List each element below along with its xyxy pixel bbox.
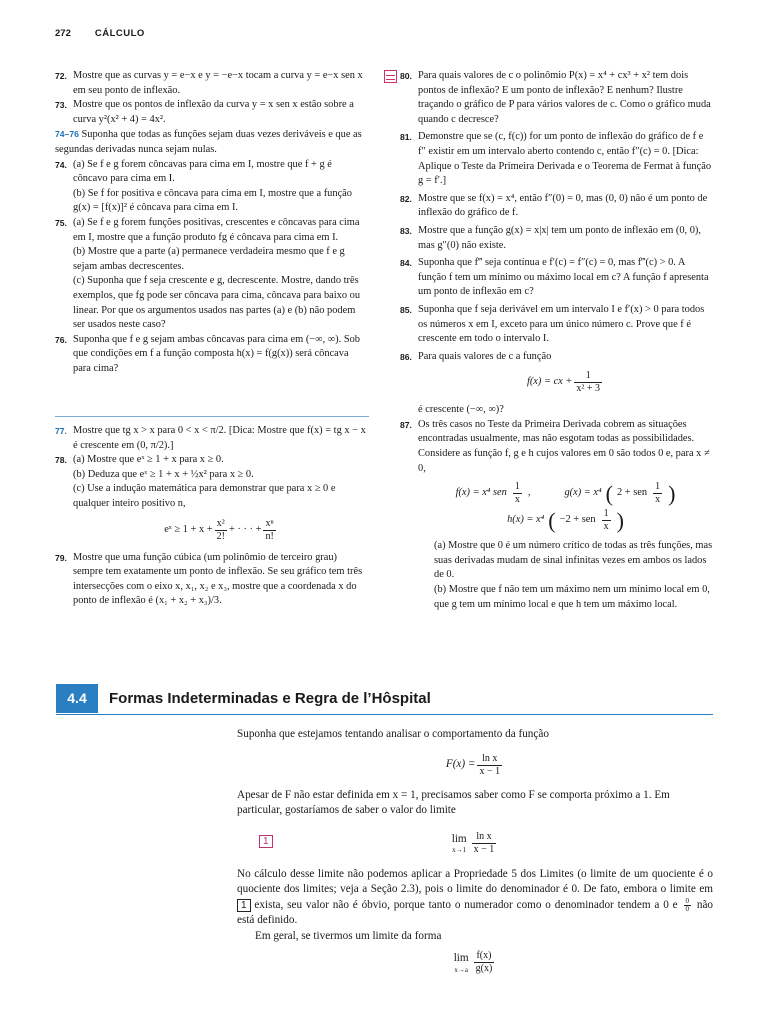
left-paren: ( bbox=[605, 480, 613, 506]
fraction bbox=[215, 518, 227, 543]
paragraph: Apesar de F não estar definida em x = 1, precisamos saber como F se comporta próximo a 1. Em particular, gostaríamos de saber o valor do limite bbox=[237, 788, 670, 816]
exercise-number: 83. bbox=[400, 225, 412, 236]
fraction-zero-over-zero bbox=[684, 898, 692, 913]
graphing-calculator-icon bbox=[384, 70, 397, 83]
text: não está definido. bbox=[237, 898, 714, 927]
exercise-77 bbox=[55, 424, 369, 453]
group-text: Suponha que todas as funções sejam duas vezes deriváveis e que as segundas derivadas nunca sejam nulas. bbox=[55, 129, 362, 155]
formula-part: −2 + sen bbox=[559, 514, 596, 526]
exercise-text: Os três casos no Teste da Primeira Derivada cobrem as situações encontradas usualmente, mas não esgotam todas as possibilidades. Considere as função f, g e h cujos valores em 0 são todos 0 e, para x ≠ 0, bbox=[418, 418, 710, 474]
right-paren: ) bbox=[616, 507, 624, 533]
numerator: 0 bbox=[685, 896, 689, 905]
denominator: x bbox=[514, 494, 520, 506]
exercise-84 bbox=[400, 256, 713, 300]
numerator: 1 bbox=[514, 481, 520, 493]
exercise-85 bbox=[400, 303, 713, 347]
part-a: (a) Se f e g forem côncavas para cima em I, mostre que f + g é côncavo para cima em I. bbox=[73, 158, 332, 185]
fraction bbox=[653, 481, 662, 506]
numerator: 1 bbox=[603, 508, 609, 520]
fraction bbox=[513, 481, 522, 506]
numerator: 1 bbox=[655, 481, 661, 493]
part-a: (a) Se f e g forem funções positivas, crescentes e côncavas para cima em I, mostre que a função produto fg é côncava para cima em I. bbox=[73, 216, 360, 243]
section-title: Formas Indeterminadas e Regra de l’Hôspital bbox=[109, 690, 431, 707]
exercise-78 bbox=[55, 453, 369, 542]
text: exista, seu valor não é óbvio, porque tanto o numerador como o denominador tendem a 0 e bbox=[254, 898, 678, 911]
exercise-number: 87. bbox=[400, 419, 412, 430]
exercise-text: Mostre que os pontos de inflexão da curva y = x sen x estão sobre a curva y²(x² + 4) = 4x². bbox=[73, 99, 354, 125]
formula-part: g(x) = x⁴ bbox=[564, 487, 602, 499]
exercise-72 bbox=[55, 69, 369, 98]
lim-subscript: x→a bbox=[454, 965, 468, 974]
left-column bbox=[55, 69, 369, 376]
lim-text: lim bbox=[451, 832, 467, 845]
numerator: ln x bbox=[482, 752, 498, 764]
part-b: (b) Se f for positiva e côncava para cima em I, mostre que a função g(x) = [f(x)]² é côncava para cima em I. bbox=[73, 187, 352, 214]
fraction bbox=[574, 370, 602, 395]
page-header bbox=[55, 27, 145, 42]
exercise-text: Mostre que se f(x) = x⁴, então f″(0) = 0, mas (0, 0) não é um ponto de inflexão do gráfico de f. bbox=[418, 192, 708, 219]
exercise-text: Para quais valores de c o polinômio P(x) = x⁴ + cx³ + x² tem dois pontos de inflexão? E um ponto de inflexão? E nenhum? Ilustre traçando o gráfico de P para vários valores de c. Como o gráfico muda quando c decresce? bbox=[418, 70, 711, 125]
formula-part: f(x) = cx + bbox=[526, 376, 573, 388]
numerator: f(x) bbox=[476, 950, 492, 962]
exercise-text: Mostre que a função g(x) = x|x| tem um ponto de inflexão em (0, 0), mas g″(0) não existe. bbox=[418, 224, 701, 251]
exercise-87 bbox=[400, 418, 713, 612]
fraction bbox=[263, 518, 275, 543]
exercise-number: 86. bbox=[400, 351, 412, 362]
comma: , bbox=[527, 487, 531, 499]
limit-operator bbox=[454, 951, 469, 974]
formula-part: + · · · + bbox=[228, 523, 262, 535]
part-b: (b) Mostre que a parte (a) permanece verdadeira mesmo que f e g sejam ambas decrescentes. bbox=[73, 246, 345, 272]
exercise-79 bbox=[55, 551, 369, 609]
running-title: CÁLCULO bbox=[94, 28, 145, 39]
numerator: xⁿ bbox=[265, 517, 274, 529]
paragraph: Em geral, se tivermos um limite da forma bbox=[255, 929, 442, 942]
formula-f-g bbox=[418, 481, 713, 506]
exercise-82 bbox=[400, 192, 713, 221]
exercise-number: 74. bbox=[55, 159, 67, 170]
denominator: x bbox=[603, 521, 609, 533]
denominator: 0 bbox=[685, 904, 689, 913]
section-body bbox=[237, 727, 713, 979]
equation-number-box: 1 bbox=[259, 835, 273, 848]
exercise-text: Para quais valores de c a função bbox=[418, 350, 552, 362]
exercise-86 bbox=[400, 350, 713, 418]
exercise-75 bbox=[55, 216, 369, 333]
lim-text: lim bbox=[453, 952, 469, 965]
denominator: x bbox=[655, 494, 661, 506]
exercise-number: 80. bbox=[400, 71, 412, 81]
part-b: (b) Deduza que eˣ ≥ 1 + x + ½x² para x ≥ 0. bbox=[73, 468, 254, 480]
paragraph bbox=[237, 867, 713, 929]
part-a: (a) Mostre que 0 é um número crítico de todas as três funções, mas suas derivadas mudam de sinal infinitas vezes em ambos os lados de 0. bbox=[434, 540, 713, 581]
limit-formula bbox=[237, 831, 713, 856]
formula-part: h(x) = x⁴ bbox=[507, 514, 545, 526]
exercise-number: 82. bbox=[400, 193, 412, 204]
denominator: 2! bbox=[216, 530, 225, 542]
column-divider bbox=[55, 416, 369, 417]
fraction bbox=[602, 508, 611, 533]
part-c: (c) Suponha que f seja crescente e g, decrescente. Mostre, dando três exemplos, que fg pode ser côncava para cima, côncava para baixo ou linear. Por que os argumentos usados nas partes (a) e (b) não podem ser usados neste caso? bbox=[73, 275, 361, 331]
formula-part: eˣ ≥ 1 + x + bbox=[164, 523, 213, 535]
exercise-number: 78. bbox=[55, 455, 67, 466]
exercise-number: 77. bbox=[55, 426, 67, 436]
formula-h bbox=[418, 508, 713, 533]
formula-f86 bbox=[418, 370, 713, 395]
denominator: n! bbox=[265, 530, 274, 542]
exercise-81 bbox=[400, 130, 713, 188]
exercise-text: Mostre que tg x > x para 0 < x < π/2. [Dica: Mostre que f(x) = tg x − x é crescente em (0, π/2).] bbox=[73, 425, 366, 451]
denominator: x² + 3 bbox=[576, 383, 601, 395]
exercise-number: 73. bbox=[55, 100, 67, 111]
exercise-number: 76. bbox=[55, 334, 67, 345]
denominator: g(x) bbox=[475, 963, 493, 975]
exercise-number: 81. bbox=[400, 132, 412, 143]
numerator: x² bbox=[216, 517, 225, 529]
numerator: ln x bbox=[476, 830, 492, 842]
exercise-number: 84. bbox=[400, 258, 412, 269]
formula-part: 2 + sen bbox=[616, 487, 648, 499]
exercise-74 bbox=[55, 158, 369, 216]
exercise-number: 85. bbox=[400, 304, 412, 315]
formula-F bbox=[237, 753, 713, 778]
denominator: x − 1 bbox=[479, 765, 501, 777]
exercise-76 bbox=[55, 333, 369, 377]
left-column-lower bbox=[55, 424, 369, 609]
exercise-text: Suponha que f e g sejam ambas côncavas para cima em (−∞, ∞). Sob que condições em f a função composta h(x) = f(g(x)) será côncava para cima? bbox=[73, 333, 360, 374]
limit-operator bbox=[452, 832, 467, 855]
formula-part: F(x) = bbox=[445, 758, 476, 771]
exercise-range: 74–76 bbox=[55, 129, 79, 140]
exercise-number: 75. bbox=[55, 217, 67, 228]
limit-formula-2 bbox=[237, 950, 713, 975]
text: No cálculo desse limite não podemos aplicar a Propriedade 5 dos Limites (o limite de um quociente é o quociente dos limites; veja a Seção 2.3), pois o limite do denominador é 0. De fato, embora o limite em bbox=[237, 867, 713, 895]
part-b: (b) Mostre que f não tem um máximo nem um mínimo local em 0, que g tem um mínimo local e que h tem um máximo local. bbox=[434, 584, 710, 610]
page-number: 272 bbox=[55, 28, 71, 39]
right-column bbox=[400, 69, 713, 612]
part-a: (a) Mostre que eˣ ≥ 1 + x para x ≥ 0. bbox=[73, 454, 224, 466]
exercise-83 bbox=[400, 224, 713, 253]
fraction bbox=[474, 950, 495, 975]
exercise-73 bbox=[55, 98, 369, 127]
right-paren: ) bbox=[668, 480, 676, 506]
exercise-text: Demonstre que se (c, f(c)) for um ponto de inflexão do gráfico de f e f″ existir em um intervalo aberto contendo c, então f″(c) = 0. [Dica: Aplique o Teste da Primeira Derivada e o Teorema de Fermat à função g = f′.] bbox=[418, 131, 712, 187]
exercise-text: Mostre que as curvas y = e−x e y = −e−x tocam a curva y = e−x sen x em seu ponto de inflexão. bbox=[73, 70, 363, 96]
exercise-number: 72. bbox=[55, 71, 67, 81]
lim-subscript: x→1 bbox=[452, 846, 467, 855]
section-number-badge: 4.4 bbox=[56, 684, 98, 713]
exercise-number: 79. bbox=[55, 552, 67, 563]
formula-part: f(x) = x⁴ sen bbox=[455, 487, 507, 499]
exercise-80 bbox=[400, 69, 713, 127]
numerator: 1 bbox=[585, 370, 591, 382]
exercise-text-cont: é crescente (−∞, ∞)? bbox=[418, 404, 504, 416]
section-underline bbox=[56, 714, 713, 715]
exercise-text: Suponha que f seja derivável em um intervalo I e f′(x) > 0 para todos os números x em I, exceto para um único número c. Prove que f é crescente em todo o intervalo I. bbox=[418, 303, 705, 345]
fraction bbox=[472, 831, 497, 856]
equation-ref-box: 1 bbox=[237, 899, 251, 912]
denominator: x − 1 bbox=[473, 843, 495, 855]
left-paren: ( bbox=[548, 507, 556, 533]
exercise-text: Mostre que uma função cúbica (um polinômio de terceiro grau) sempre tem exatamente um ponto de inflexão. Se seu gráfico tem três intersecções com o eixo x, x₁, x₂ e x₃, mostre que a coordenada x do ponto de inflexão é (x₁ + x₂ + x₃)/3. bbox=[73, 551, 363, 607]
part-c: (c) Use a indução matemática para demonstrar que para x ≥ 0 e qualquer inteiro positivo n, bbox=[73, 483, 336, 509]
exercise-group-74-76 bbox=[55, 127, 369, 157]
fraction bbox=[477, 753, 502, 778]
paragraph: Suponha que estejamos tentando analisar o comportamento da função bbox=[237, 728, 549, 740]
exercise-text: Suponha que f‴ seja contínua e f′(c) = f″(c) = 0, mas f‴(c) > 0. A função f tem um mínimo ou máximo local em c? A função f apresenta um ponto de inflexão em c? bbox=[418, 257, 709, 298]
limit-equation-1 bbox=[237, 823, 713, 863]
formula-exponential-series bbox=[73, 518, 369, 543]
